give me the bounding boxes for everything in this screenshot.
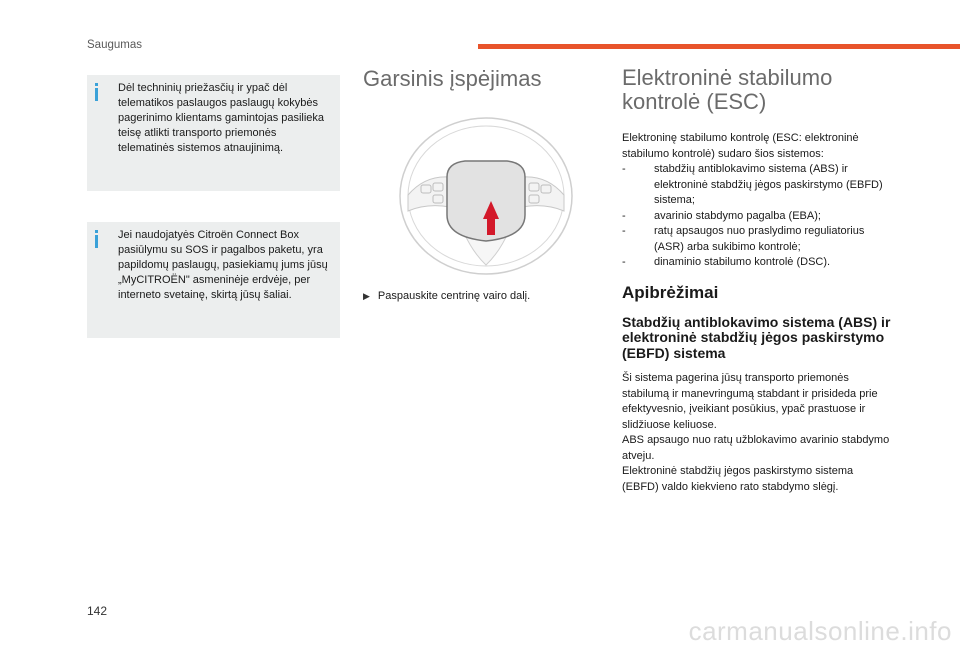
horn-instruction [363, 290, 530, 302]
abs-paragraph-2: ABS apsaugo nuo ratų užblokavimo avarinio stabdymo atveju. [622, 434, 890, 462]
section-label: Saugumas [87, 39, 142, 51]
info-box-connect-box [87, 222, 340, 338]
esc-title-line2: kontrolė (ESC) [622, 89, 767, 114]
steering-wheel-illustration [395, 115, 577, 277]
list-item: - ratų apsaugos nuo praslydimo reguliatorius (ASR) arba sukibimo kontrolė; [622, 224, 892, 255]
abs-description [622, 371, 892, 495]
info-box-text: Jei naudojatyės Citroën Connect Box pasiūlymu su SOS ir pagalbos paketu, yra papildomų paslaugų, pasiekiamų jums jūsų „MyCITROËN" asmeninėje erdvėje, per interneto svetainę, skirtą jūsų šaliai. [118, 229, 328, 301]
esc-intro: Elektroninę stabilumo kontrolę (ESC: elektroninė stabilumo kontrolė) sudaro šios sistemos: [622, 132, 859, 160]
horn-instruction-text: Paspauskite centrinę vairo dalį. [377, 290, 531, 302]
info-icon [95, 83, 98, 101]
horn-title: Garsinis įspėjimas [363, 66, 542, 91]
info-icon [95, 230, 98, 248]
info-box-telematics [87, 75, 340, 191]
list-item: - stabdžių antiblokavimo sistema (ABS) ir elektroninė stabdžių jėgos paskirstymo (EBFD) sistema; [622, 162, 892, 209]
info-box-text: Dėl techninių priežasčių ir ypač dėl telematikos paslaugos paslaugų kokybės pagerinimo klientams gamintojas pasilieka teisę atlikti transporto priemonės telematinės sistemos atnaujinimą. [118, 82, 325, 154]
list-item: - dinaminio stabilumo kontrolė (DSC). [622, 255, 892, 271]
esc-system-list [622, 162, 892, 271]
abs-paragraph-3: Elektroninė stabdžių jėgos paskirstymo sistema (EBFD) valdo kiekvieno rato stabdymo slėgį. [622, 465, 854, 493]
esc-title-line1: Elektroninė stabilumo [622, 65, 833, 90]
abs-title: Stabdžių antiblokavimo sistema (ABS) ir elektroninė stabdžių jėgos paskirstymo (EBFD) sistema [622, 313, 891, 361]
steering-wheel-icon [395, 115, 577, 277]
esc-title [622, 66, 892, 114]
page-number: 142 [87, 604, 108, 618]
abs-paragraph-1: Ši sistema pagerina jūsų transporto priemonės stabilumą ir manevringumą stabdant ir prisideda prie efektyvesnio, įveikiant posūkius, ypač prastuose ir slidžiuose keliuose. [622, 372, 878, 431]
definitions-title: Apibrėžimai [622, 282, 719, 302]
arrow-right-icon: ▶ [363, 290, 370, 301]
header-accent-bar [478, 44, 960, 49]
esc-section [622, 66, 892, 495]
list-item: - avarinio stabdymo pagalba (EBA); [622, 209, 892, 225]
watermark: carmanualsonline.info [688, 616, 952, 646]
